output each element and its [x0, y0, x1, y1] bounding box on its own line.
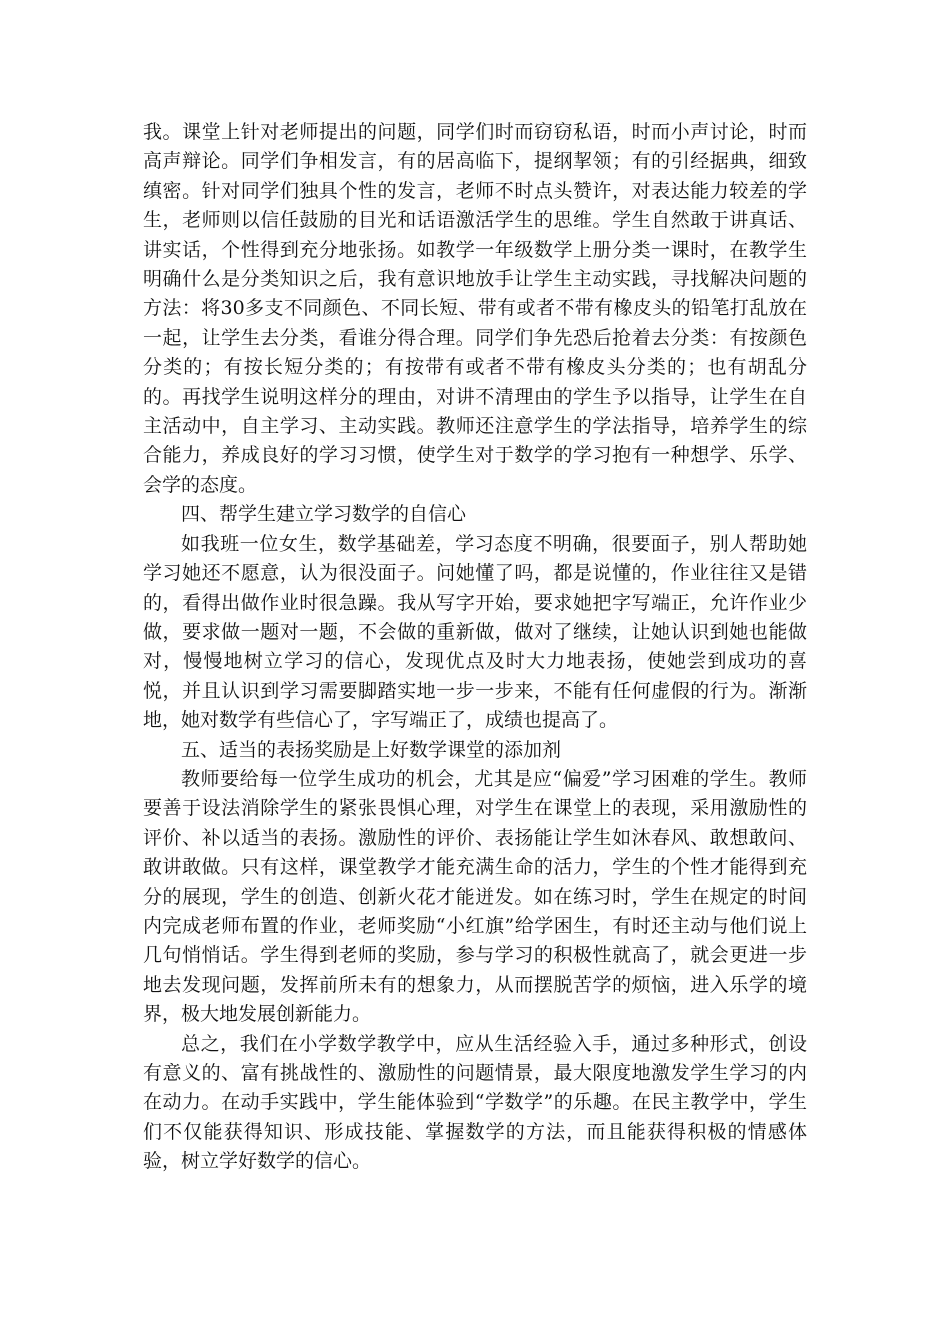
paragraph-conclusion: 总之，我们在小学数学教学中，应从生活经验入手，通过多种形式，创设有意义的、富有挑战性的、激励性的问题情景，最大限度地激发学生学习的内在动力。在动手实践中，学生能体验到“学数学”的乐趣。在民主教学中，学生们不仅能获得知识、形成技能、掌握数学的方法，而且能获得积极的情感体验，树立学好数学的信心。 [143, 1032, 807, 1173]
section-heading-confidence: 四、帮学生建立学习数学的自信心 [181, 503, 467, 526]
paragraph-classroom-discussion: 我。课堂上针对老师提出的问题，同学们时而窃窃私语，时而小声讨论，时而高声辩论。同学们争相发言，有的居高临下，提纲挈领；有的引经据典，细致缜密。针对同学们独具个性的发言，老师不时点头赞许，对表达能力较差的学生，老师则以信任鼓励的目光和话语激活学生的思维。学生自然敢于讲真话、讲实话，个性得到充分地张扬。如教学一年级数学上册分类一课时，在教学生明确什么是分类知识之后，我有意识地放手让学生主动实践，寻找解决问题的方法：将30多支不同颜色、不同长短、带有或者不带有橡皮头的铅笔打乱放在一起，让学生去分类，看谁分得合理。同学们争先恐后抢着去分类：有按颜色分类的；有按长短分类的；有按带有或者不带有橡皮头分类的；也有胡乱分的。再找学生说明这样分的理由，对讲不清理由的学生予以指导，让学生在自主活动中，自主学习、主动实践。教师还注意学生的学法指导，培养学生的综合能力，养成良好的学习习惯，使学生对于数学的学习抱有一种想学、乐学、会学的态度。 [143, 121, 807, 496]
paragraph-praise-reward: 教师要给每一位学生成功的机会，尤其是应“偏爱”学习困难的学生。教师要善于设法消除学生的紧张畏惧心理，对学生在课堂上的表现，采用激励性的评价、补以适当的表扬。激励性的评价、表扬能让学生如沐春风、敢想敢问、敢讲敢做。只有这样，课堂教学才能充满生命的活力，学生的个性才能得到充分的展现，学生的创造、创新火花才能迸发。如在练习时，学生在规定的时间内完成老师布置的作业，老师奖励“小红旗”给学困生，有时还主动与他们说上几句悄悄话。学生得到老师的奖励，参与学习的积极性就高了，就会更进一步地去发现问题，发挥前所未有的想象力，从而摆脱苦学的烦恼，进入乐学的境界，极大地发展创新能力。 [143, 767, 807, 1026]
section-heading-praise: 五、适当的表扬奖励是上好数学课堂的添加剂 [181, 738, 562, 761]
document-body [143, 118, 807, 1177]
paragraph-student-confidence: 如我班一位女生，数学基础差，学习态度不明确，很要面子，别人帮助她学习她还不愿意，认为很没面子。问她懂了吗，都是说懂的，作业往往又是错的，看得出做作业时很急躁。我从写字开始，要求她把字写端正，允许作业少做，要求做一题对一题，不会做的重新做，做对了继续，让她认识到她也能做对，慢慢地树立学习的信心，发现优点及时大力地表扬，使她尝到成功的喜悦，并且认识到学习需要脚踏实地一步一步来，不能有任何虚假的行为。渐渐地，她对数学有些信心了，字写端正了，成绩也提高了。 [143, 532, 807, 732]
